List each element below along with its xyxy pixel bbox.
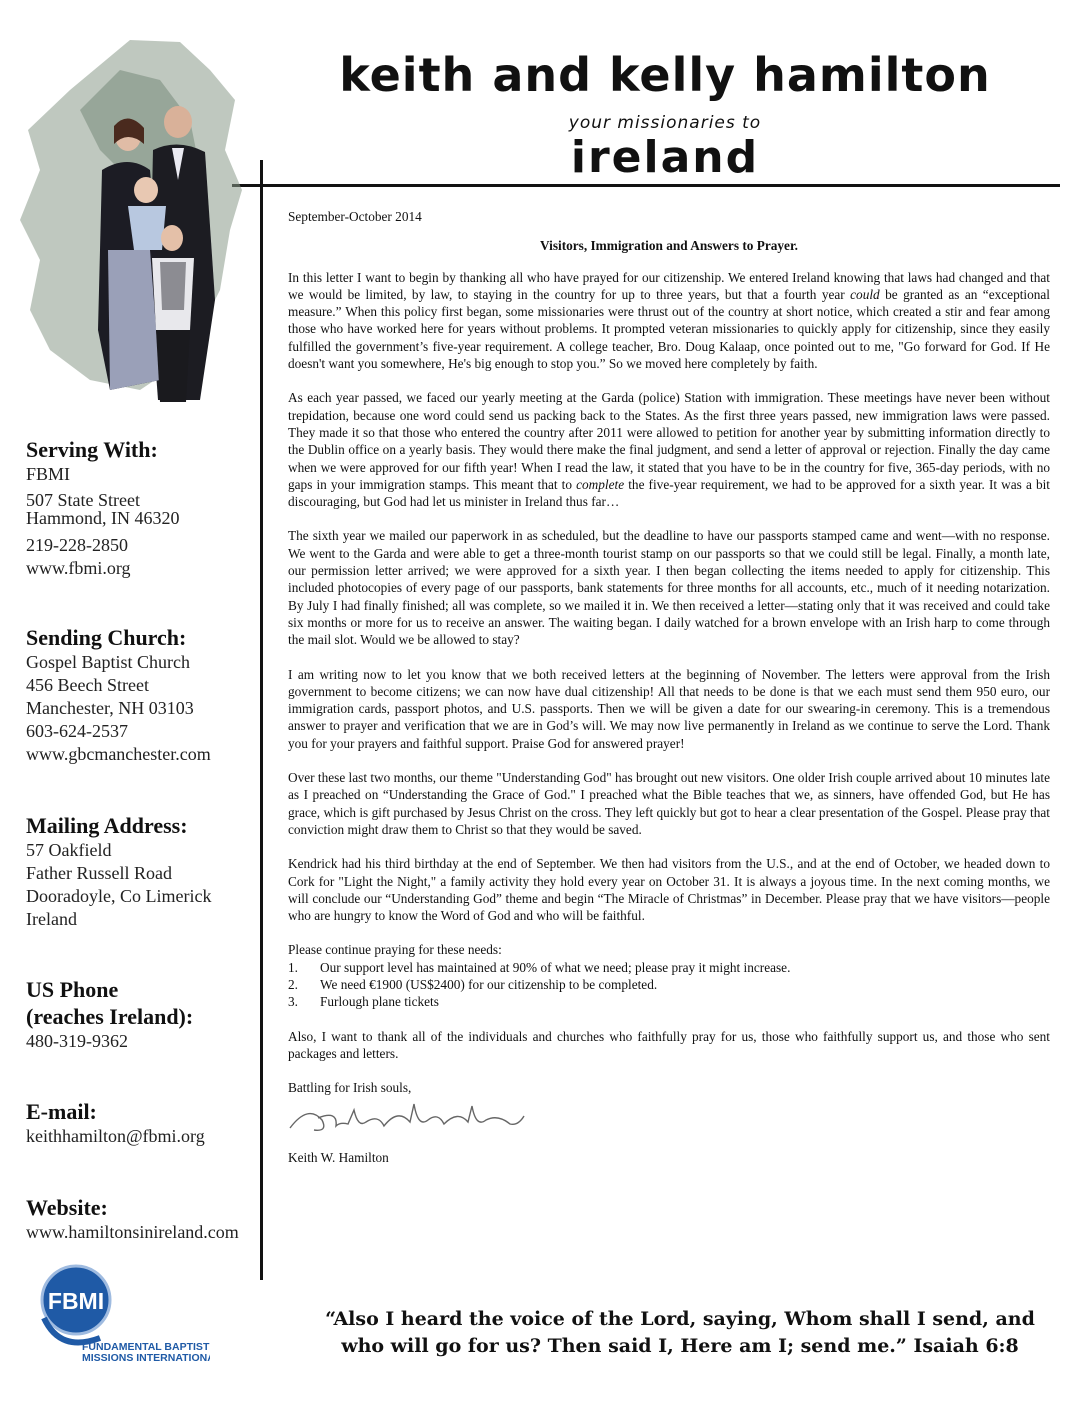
list-number: 2.: [288, 976, 298, 992]
us-phone-number: 480-319-9362: [26, 1031, 128, 1051]
website-heading: Website:: [26, 1195, 108, 1220]
header-country: ireland: [570, 132, 760, 183]
sidebar-divider: [260, 160, 263, 1280]
serving-street: 507 State Street: [26, 490, 140, 510]
email-link[interactable]: keithhamilton@fbmi.org: [26, 1126, 205, 1146]
logo-line-1: FUNDAMENTAL BAPTIST: [82, 1341, 210, 1353]
letter-body: [288, 208, 1050, 1183]
header-subtitle: your missionaries to: [568, 113, 762, 133]
prayer-needs-list: [288, 959, 1050, 1011]
verse-line-1: “Also I heard the voice of the Lord, saying, Whom shall I send, and: [325, 1308, 1035, 1330]
signature-image: [288, 1098, 528, 1138]
us-phone-block: [26, 976, 258, 1053]
emphasis-text: could: [850, 286, 880, 302]
paragraph-text: As each year passed, we faced our yearly meeting at the Garda (police) Station with immigration. These meetings have never been without trepidation, because one word could send us packing back to the States. As the first three years passed, new immigration laws were passed. They made it so that those who entered the country after 2011 were allowed to petition for another year by submitting information directly to the Dublin office on a yearly basis. They would there make the final judgment, and send a letter of approval or rejection. Finally the day came when we were approved for our fifth year! When I read the law, it stated that you have to be in the country for five, 365-day periods, with no gaps in your immigration stamps. This meant that to: [288, 390, 1050, 492]
paragraph-thanks: Also, I want to thank all of the individuals and churches who faithfully pray for us, those who faithfully support us, and those who sent packages and letters.: [288, 1028, 1050, 1061]
header-title: keith and kelly hamilton: [339, 48, 991, 102]
verse-line-2: who will go for us? Then said I, Here am I; send me.” Isaiah 6:8: [341, 1335, 1019, 1357]
paragraph-text: the five-year requirement, we had to be approved for a sixth year. It was a bit discouraging, but God had let us minister in Ireland thus far…: [288, 476, 1050, 510]
paragraph-family-news: Kendrick had his third birthday at the end of September. We then had visitors from the U.S., and at the end of October, we headed down to Cork for "Light the Night," a family activity they hold every year on October 31. It is always a joyous time. In the next coming months, we will conclude our “Understanding God” theme and begin “The Miracle of Christmas” in December. Please pray that we have visitors—people who are hungry to know the Word of God and who will be faithful.: [288, 856, 1050, 924]
list-item: [288, 993, 1050, 1010]
closing: Battling for Irish souls,: [288, 1080, 412, 1096]
paragraph-text: be granted as an “exceptional measure.” When this policy first began, some missionaries were thrust out of the country at short notice, which created a stir and fear among those who have worked here for years without problems. It prompted veteran missionaries to quickly apply for citizenship, since they easily fulfilled the government’s five-year requirement. A college teacher, Bro. Doug Kalaap, once pointed out to me, "Go forward for God. If He doesn't want you somewhere, He's big enough to stop you.” So we moved here completely by faith.: [288, 286, 1050, 372]
header-divider: [232, 184, 1060, 187]
sending-church-phone: 603-624-2537: [26, 721, 128, 741]
serving-org: FBMI: [26, 464, 71, 484]
serving-website-link[interactable]: www.fbmi.org: [26, 558, 131, 578]
signature-name: Keith W. Hamilton: [288, 1149, 389, 1165]
mailing-line-1: 57 Oakfield: [26, 840, 112, 860]
list-number: 3.: [288, 994, 298, 1010]
needs-intro: Please continue praying for these needs:: [288, 942, 502, 958]
email-block: [26, 1098, 258, 1148]
mailing-line-4: Ireland: [26, 909, 77, 929]
sending-church-name: Gospel Baptist Church: [26, 652, 190, 672]
paragraph-text: In this letter I want to begin by thanking all who have prayed for our citizenship. We entered Ireland knowing that laws had changed and that we would be limited, by law, to staying in the country for up to three years, but that a fourth year: [288, 269, 1050, 302]
website-block: [26, 1194, 258, 1244]
serving-with-heading: Serving With:: [26, 437, 158, 462]
mailing-address-heading: Mailing Address:: [26, 813, 188, 838]
paragraph-immigration: [288, 389, 1050, 510]
mailing-line-2: Father Russell Road: [26, 863, 172, 883]
letter-date: September-October 2014: [288, 209, 422, 224]
serving-phone: 219-228-2850: [26, 535, 128, 555]
us-phone-heading-note: (reaches Ireland):: [26, 1004, 194, 1029]
list-text: Furlough plane tickets: [320, 994, 439, 1010]
email-heading: E-mail:: [26, 1099, 97, 1124]
sending-church-city: Manchester, NH 03103: [26, 698, 194, 718]
paragraph-approval: I am writing now to let you know that we both received letters at the beginning of November. The letters were approval from the Irish government to become citizens; we can now have dual citizenship! All that needs to be done is that we each must send them 950 euro, our immigration cards, passport photos, and U.S. passports. Then we will be given a date for our swearing-in ceremony. This is a tremendous answer to prayer and verification that we are in God’s will. We may now live permanently in Ireland as we continue to serve the Lord. Thank you for your prayers and faithful support. Praise God for answered prayer!: [288, 666, 1050, 751]
list-item: [288, 959, 1050, 976]
mailing-line-3: Dooradoyle, Co Limerick: [26, 886, 212, 906]
us-phone-heading: US Phone: [26, 977, 119, 1002]
paragraph-citizenship: [288, 269, 1050, 373]
serving-with-block: [26, 436, 258, 580]
paragraph-sixth-year: The sixth year we mailed our paperwork in as scheduled, but the deadline to have our passports stamped came and went—with no response. We went to the Garda and were able to get a three-month tourist stamp on our passports so that we could still be legal. Finally, a month late, our permission letter arrived; we were approved for a sixth year. I then began collecting the items needed to apply for citizenship. This included photocopies of every page of our passports, bank statements for three months for all accounts, etc., much of it needing notarization. By July I had finally finished; all was complete, so we mailed it in. We then received a letter—stating only that it was received and could take six months or more for us to receive an answer. The waiting began. I daily watched for a brown envelope with an Irish harp to come through the mail slot. Would we be allowed to stay?: [288, 528, 1050, 648]
letter-subject: Visitors, Immigration and Answers to Prayer.: [540, 238, 798, 254]
logo-line-2: MISSIONS INTERNATIONAL: [82, 1352, 210, 1363]
website-link[interactable]: www.hamiltonsinireland.com: [26, 1222, 239, 1242]
paragraph-visitors: Over these last two months, our theme "Understanding God" has brought out new visitors. One older Irish couple arrived about 10 minutes late as I preached on “Understanding the Grace of God." I preached what the Bible teaches that we, as sinners, have offended God, but He has grace, which is gift purchased by Jesus Christ on the cross. They left quickly but got to hear a clear presentation of the Gospel. Please pray that conviction might draw them to Christ so that they would be saved.: [288, 770, 1050, 837]
family-photo: [10, 30, 250, 420]
sending-church-website-link[interactable]: www.gbcmanchester.com: [26, 744, 211, 764]
sending-church-block: [26, 624, 258, 766]
list-text: Our support level has maintained at 90% of what we need; please pray it might increase.: [320, 959, 791, 975]
emphasis-text: complete: [576, 476, 625, 492]
sending-church-heading: Sending Church:: [26, 625, 187, 650]
logo-mark: FBMI: [47, 1288, 105, 1314]
list-number: 1.: [288, 959, 298, 975]
list-text: We need €1900 (US$2400) for our citizenship to be completed.: [320, 976, 658, 992]
footer-verse: [300, 1306, 1060, 1360]
fbmi-logo: [30, 1258, 210, 1363]
serving-city: Hammond, IN 46320: [26, 508, 180, 528]
list-item: [288, 976, 1050, 993]
mailing-address-block: [26, 812, 258, 931]
sending-church-street: 456 Beech Street: [26, 675, 149, 695]
